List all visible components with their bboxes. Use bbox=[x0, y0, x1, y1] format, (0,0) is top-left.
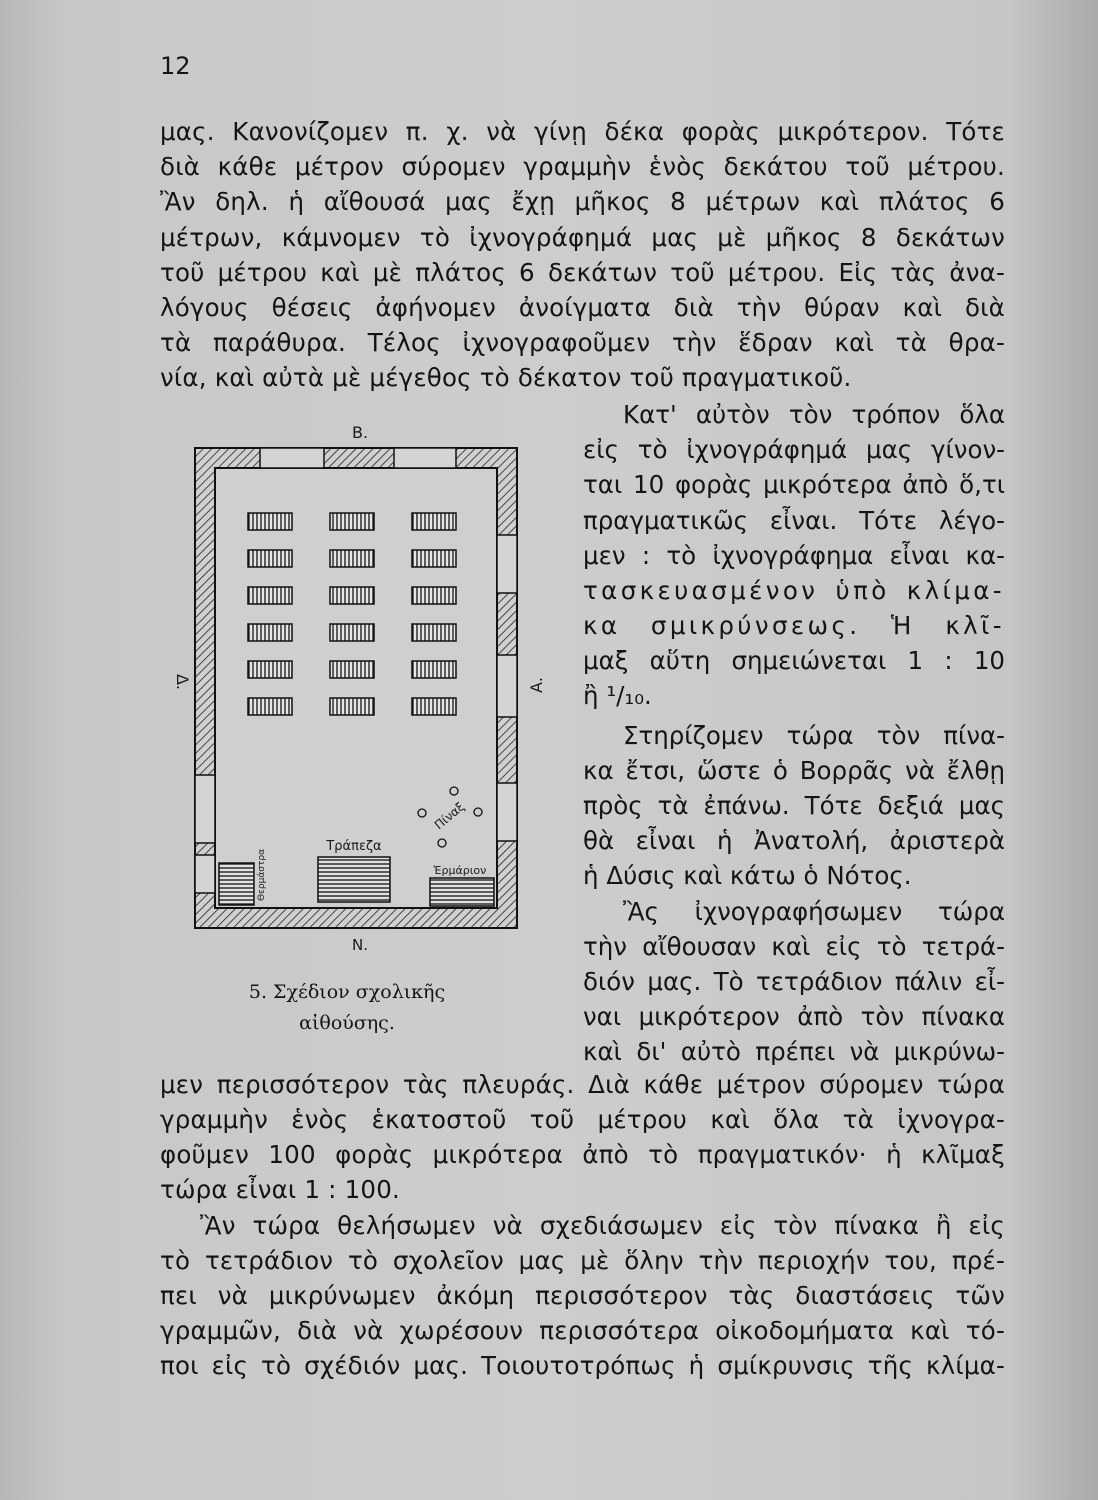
text-line: λόγους θέσεις ἀφήνομεν ἀνοίγματα διὰ τὴν θύραν καὶ διὰ bbox=[160, 293, 1005, 322]
text-line: πραγματικῶς εἶναι. Τότε λέγο- bbox=[583, 506, 1005, 535]
north-label: Β. bbox=[351, 423, 369, 442]
teacher-desk bbox=[318, 857, 390, 902]
text-line: μαξ αὕτη σημειώνεται 1 : 10 bbox=[583, 646, 1005, 675]
text-line: τοῦ μέτρου καὶ μὲ πλάτος 6 δεκάτων τοῦ μέτρου. Εἰς τὰς ἀνα- bbox=[160, 258, 1005, 287]
text-line: Ἂν δηλ. ἡ αἴθουσά μας ἔχῃ μῆκος 8 μέτρων καὶ πλάτος 6 bbox=[160, 187, 1005, 216]
text-line: ἡ Δύσις καὶ κάτω ὁ Νότος. bbox=[583, 861, 912, 890]
figure-caption-continued: αἰθούσης. bbox=[299, 1012, 395, 1034]
classroom-floor-plan bbox=[160, 415, 570, 960]
text-line: καὶ δι' αὐτὸ πρέπει νὰ μικρύνω- bbox=[583, 1037, 1005, 1066]
text-line: Ἂν τώρα θελήσωμεν νὰ σχεδιάσωμεν εἰς τὸν πίνακα ἢ εἰς bbox=[200, 1211, 1005, 1240]
door bbox=[195, 855, 215, 893]
text-line: μεν : τὸ ἰχνογράφημα εἶναι κα- bbox=[583, 541, 1005, 570]
text-line: πρὸς τὰ ἐπάνω. Τότε δεξιά μας bbox=[583, 791, 1005, 820]
cabinet bbox=[430, 878, 494, 906]
text-line: μας. Κανονίζομεν π. χ. νὰ γίνῃ δέκα φορὰς μικρότερον. Τότε bbox=[160, 117, 1005, 146]
text-line: μεν περισσότερον τὰς πλευράς. Διὰ κάθε μέτρον σύρομεν τώρα bbox=[160, 1070, 1005, 1099]
text-line: ἢ ¹/₁₀. bbox=[583, 681, 652, 710]
text-line: κα σμικρύνσεως. Ἡ κλῖ- bbox=[583, 611, 1005, 640]
text-line: Στηρίζομεν τώρα τὸν πίνα- bbox=[623, 721, 1005, 750]
stove bbox=[219, 863, 254, 905]
text-line: ται 10 φορὰς μικρότερα ἀπὸ ὅ,τι bbox=[583, 470, 1005, 499]
page-number: 12 bbox=[160, 52, 191, 80]
text-line: διὰ κάθε μέτρον σύρομεν γραμμὴν ἑνὸς δεκάτου τοῦ μέτρου. bbox=[160, 152, 1005, 181]
text-line: τασκευασμένον ὑπὸ κλίμα- bbox=[583, 576, 1005, 605]
text-line: γραμμῶν, διὰ νὰ χωρέσουν περισσότερα οἰκοδομήματα καὶ τό- bbox=[160, 1316, 1005, 1345]
stove-label: Θερμάστρα bbox=[257, 848, 267, 902]
text-line: τὴν αἴθουσαν καὶ εἰς τὸ τετρά- bbox=[583, 932, 1005, 961]
text-line: φοῦμεν 100 φορὰς μικρότερα ἀπὸ τὸ πραγματικόν· ἡ κλῖμαξ bbox=[160, 1140, 1005, 1169]
text-line: τὰ παράθυρα. Τέλος ἰχνογραφοῦμεν τὴν ἕδραν καὶ τὰ θρα- bbox=[160, 328, 1005, 357]
cabinet-label: Ἑρμάριον bbox=[433, 864, 487, 877]
text-line: πει νὰ μικρύνωμεν ἀκόμη περισσότερον τὰς διαστάσεις τῶν bbox=[160, 1281, 1005, 1310]
text-line: ποι εἰς τὸ σχέδιόν μας. Τοιουτοτρόπως ἡ σμίκρυνσις τῆς κλίμα- bbox=[160, 1351, 1005, 1380]
text-line: μέτρων, κάμνομεν τὸ ἰχνογράφημά μας μὲ μῆκος 8 δεκάτων bbox=[160, 223, 1005, 252]
east-label: Α. bbox=[527, 676, 546, 694]
text-line: τὸ τετράδιον τὸ σχολεῖον μας μὲ ὅλην τὴν περιοχήν του, πρέ- bbox=[160, 1246, 1005, 1275]
text-line: κα ἔτσι, ὥστε ὁ Βορρᾶς νὰ ἔλθῃ bbox=[583, 756, 1005, 785]
figure-caption: 5. Σχέδιον σχολικῆς bbox=[248, 981, 446, 1003]
text-line: Ἂς ἰχνογραφήσωμεν τώρα bbox=[623, 897, 1005, 926]
teacher-desk-label: Τράπεζα bbox=[326, 839, 382, 854]
text-line: ναι μικρότερον ἀπὸ τὸν πίνακα bbox=[583, 1002, 1005, 1031]
text-line: νία, καὶ αὐτὰ μὲ μέγεθος τὸ δέκατον τοῦ πραγματικοῦ. bbox=[160, 363, 852, 392]
text-line: τώρα εἶναι 1 : 100. bbox=[160, 1175, 400, 1204]
text-line: διόν μας. Τὸ τετράδιον πάλιν εἶ- bbox=[583, 967, 1005, 996]
text-line: εἰς τὸ ἰχνογράφημά μας γίνον- bbox=[583, 435, 1005, 464]
west-label: Δ. bbox=[173, 673, 192, 691]
text-line: θὰ εἶναι ἡ Ἀνατολή, ἀριστερὰ bbox=[583, 826, 1005, 855]
south-label: Ν. bbox=[352, 936, 368, 954]
text-line: Κατ' αὐτὸν τὸν τρόπον ὅλα bbox=[623, 400, 1005, 429]
blackboard-label: Πίναξ bbox=[431, 799, 468, 833]
text-line: γραμμὴν ἑνὸς ἑκατοστοῦ τοῦ μέτρου καὶ ὅλα τὰ ἰχνογρα- bbox=[160, 1105, 1005, 1134]
